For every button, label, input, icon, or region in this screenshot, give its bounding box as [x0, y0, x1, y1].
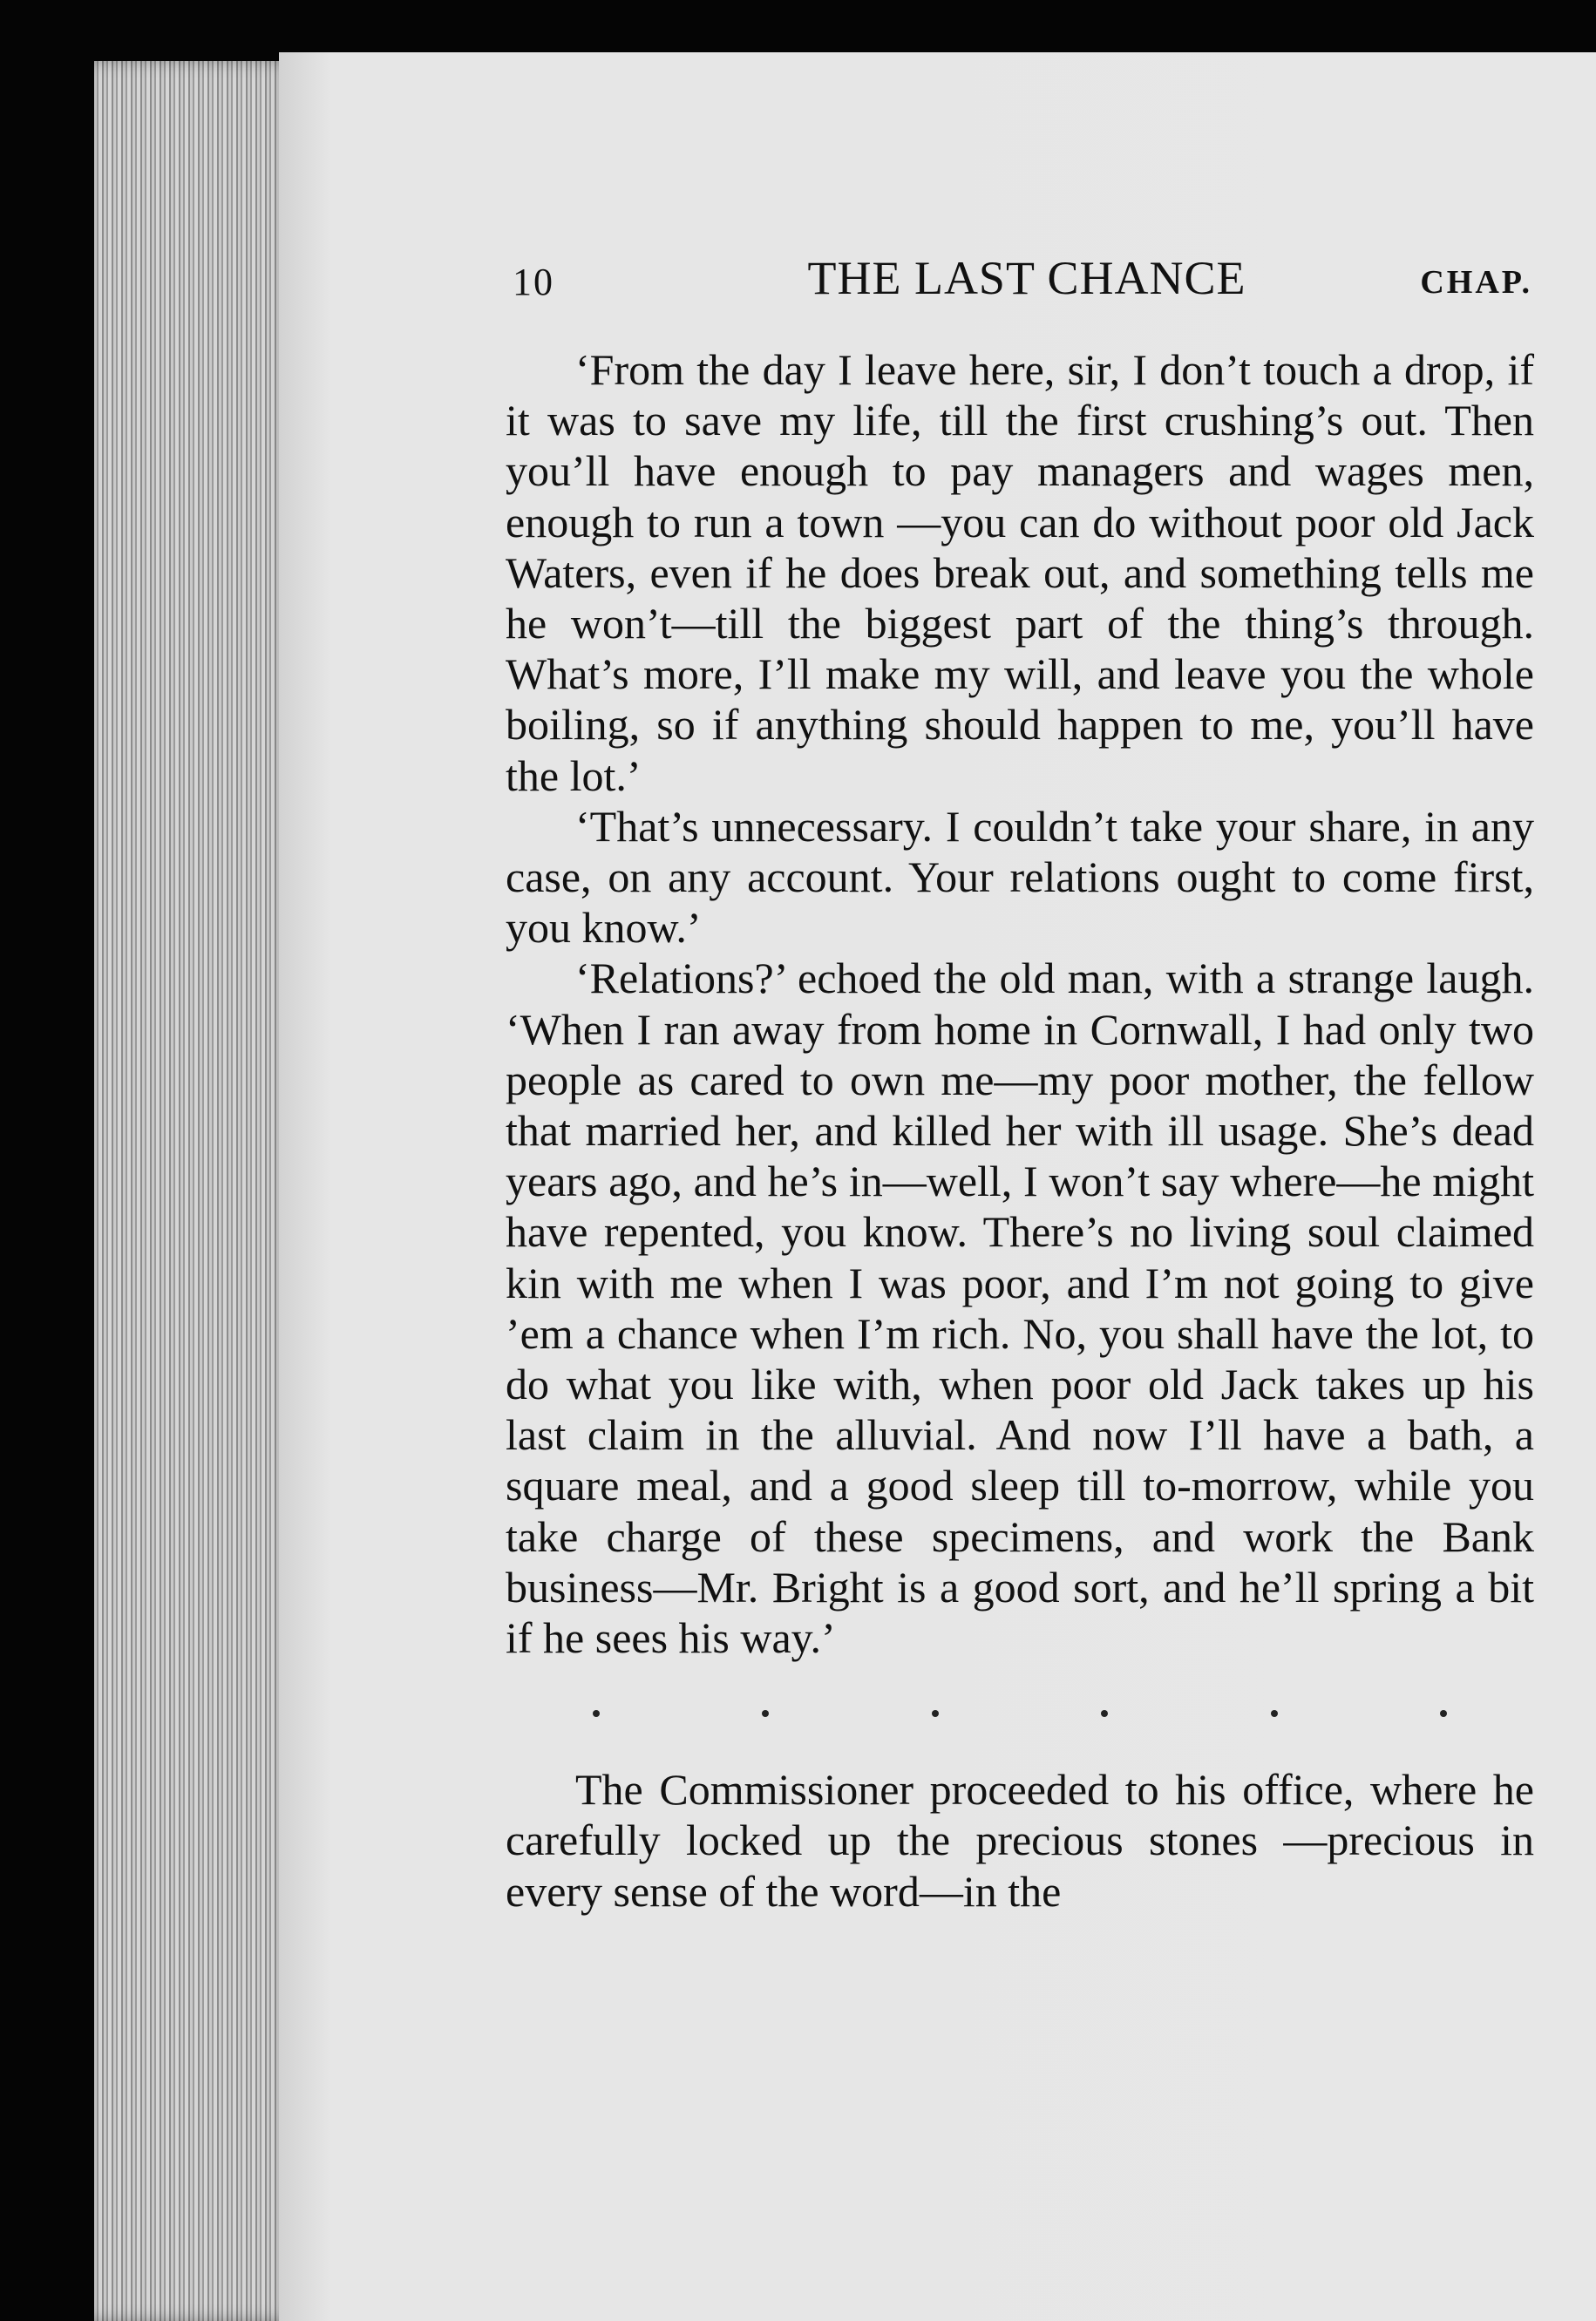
break-dot: [593, 1710, 600, 1717]
running-title: THE LAST CHANCE: [807, 252, 1246, 304]
break-dot: [932, 1710, 939, 1717]
section-break-dots: [506, 1663, 1534, 1764]
paragraph: ‘From the day I leave here, sir, I don’t touch a drop, if it was to save my life, till the first crushing’s out. Then you’ll have enough to pay managers and wages men, enough to run a town —you can do without poor old Jack Waters, even if he does break out, and something tells me he won’t—till the biggest part of the thing’s through. What’s more, I’ll make my will, and leave you the whole boiling, so if anything should happen to me, you’ll have the lot.’: [506, 345, 1534, 800]
chapter-label: CHAP.: [1420, 264, 1532, 301]
page-number: 10: [513, 261, 554, 303]
break-dot: [1101, 1710, 1108, 1717]
break-dot: [1440, 1710, 1447, 1717]
paragraph: The Commissioner proceeded to his office, where he carefully locked up the precious stones —precious in every sense of the word—in the: [506, 1765, 1534, 1916]
paragraph: ‘That’s unnecessary. I couldn’t take your share, in any case, on any account. Your relations ought to come first, you know.’: [506, 801, 1534, 953]
paragraph: ‘Relations?’ echoed the old man, with a strange laugh. ‘When I ran away from home in Cornwall, I had only two people as cared to own me—my poor mother, the fellow that married her, and killed her with ill usage. She’s dead years ago, and he’s in—well, I won’t say where—he might have repented, you know. There’s no living soul claimed kin with me when I was poor, and I’m not going to give ’em a chance when I’m rich. No, you shall have the lot, to do what you like with, when poor old Jack takes up his last claim in the alluvial. And now I’ll have a bath, a square meal, and a good sleep till to-morrow, while you take charge of these specimens, and work the Bank business—Mr. Bright is a good sort, and he’ll spring a bit if he sees his way.’: [506, 954, 1534, 1663]
break-dot: [762, 1710, 769, 1717]
break-dot: [1271, 1710, 1278, 1717]
body-text: [506, 344, 1534, 1917]
page-edges-stack: [94, 61, 295, 2321]
page-header: [513, 251, 1541, 312]
